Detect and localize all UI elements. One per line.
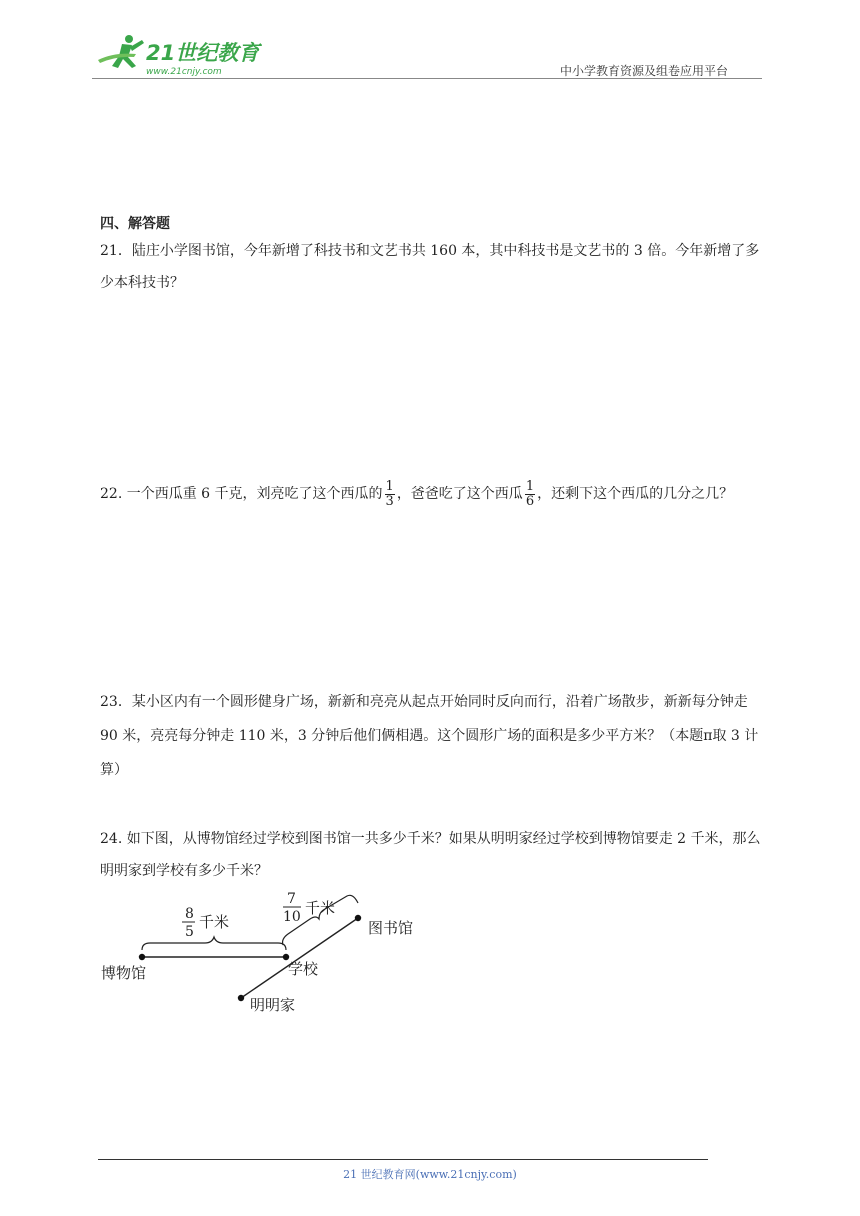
dist2-denominator: 10: [283, 909, 301, 925]
question-24: 24. 如下图，从博物馆经过学校到图书馆一共多少千米？如果从明明家经过学校到博物馆要走 2 千米，那么明明家到学校有多少千米？: [100, 831, 761, 879]
library-point: [355, 915, 361, 921]
dist1-numerator: 8: [185, 906, 194, 922]
logo-url: www.21cnjy.com: [146, 67, 222, 77]
brace-museum-school: [142, 937, 286, 950]
q22-frac1-denominator: 3: [385, 493, 394, 509]
dist1-unit: 千米: [199, 913, 230, 931]
home-label: 明明家: [250, 996, 296, 1014]
logo-text: 21世纪教育: [146, 41, 260, 65]
footer-text: 21 世纪教育网(www.21cnjy.com): [343, 1168, 517, 1181]
q22-fraction-2: [525, 480, 535, 509]
library-label: 图书馆: [368, 919, 414, 937]
q22-text-1: 22. 一个西瓜重 6 千克，刘亮吃了这个西瓜的: [100, 486, 383, 502]
museum-point: [139, 954, 145, 960]
school-label: 学校: [288, 960, 319, 978]
museum-label: 博物馆: [101, 964, 147, 982]
route-diagram: [95, 888, 435, 1023]
header-rule: [92, 78, 762, 79]
question-23: 23．某小区内有一个圆形健身广场，新新和亮亮从起点开始同时反向而行，沿着广场散步，新新每分钟走 90 米，亮亮每分钟走 110 米，3 分钟后他们俩相遇。这个圆形广场的面积是多少平方米？（本题π取 3 计算）: [100, 694, 759, 778]
q22-text-2: ，爸爸吃了这个西瓜: [396, 486, 523, 502]
q22-frac2-numerator: 1: [525, 478, 535, 494]
home-point: [238, 995, 244, 1001]
footer-rule: [98, 1159, 708, 1160]
site-logo: [92, 30, 262, 80]
question-21: 21．陆庄小学图书馆，今年新增了科技书和文艺书共 160 本，其中科技书是文艺书的 3 倍。今年新增了多少本科技书？: [100, 243, 760, 291]
platform-name: 中小学教育资源及组卷应用平台: [560, 64, 729, 78]
q22-frac2-denominator: 6: [525, 493, 535, 509]
q22-text-3: ，还剩下这个西瓜的几分之几？: [537, 486, 734, 502]
dist2-numerator: 7: [287, 891, 296, 907]
question-22: [100, 474, 765, 514]
dist1-denominator: 5: [185, 924, 194, 940]
dist2-unit: 千米: [305, 899, 336, 917]
home-library-line: [241, 918, 358, 998]
runner-icon: [98, 35, 144, 68]
q22-fraction-1: [385, 480, 395, 509]
section-title: 四、解答题: [100, 216, 170, 232]
q22-frac1-numerator: 1: [385, 478, 394, 494]
